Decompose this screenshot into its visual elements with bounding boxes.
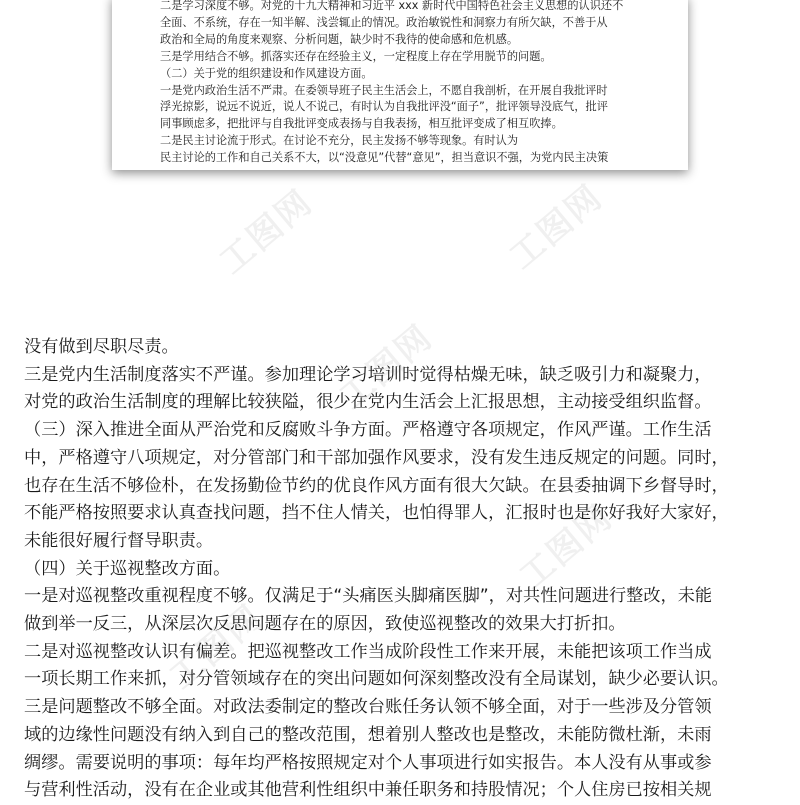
body-line: （三）深入推进全面从严治党和反腐败斗争方面。严格遵守各项规定，作风严谨。工作生活	[24, 420, 712, 441]
body-line: 三是党内生活制度落实不严谨。参加理论学习培训时觉得枯燥无味，缺乏吸引力和凝聚力，	[24, 364, 712, 385]
body-line: 二是对巡视整改认识有偏差。把巡视整改工作当成阶段性工作来开展，未能把该项工作当成	[24, 641, 712, 662]
body-line: 做到举一反三，从深层次反思问题存在的原因，致使巡视整改的效果大打折扣。	[24, 614, 626, 635]
watermark: 工图网	[512, 497, 621, 598]
preview-line: 一是党内政治生活不严肃。在委领导班子民主生活会上，不愿自我剖析，在开展自我批评时	[160, 83, 608, 97]
document-preview-card	[112, 0, 688, 170]
preview-line: （二）关于党的组织建设和作风建设方面。	[160, 66, 373, 80]
document-body	[24, 334, 780, 805]
watermark: 工图网	[162, 597, 271, 698]
body-line: 绸缪。需要说明的事项：每年均严格按照规定对个人事项进行如实报告。本人没有从事或参	[24, 752, 712, 773]
preview-line: 浮光掠影，说远不说近，说人不说己，有时认为自我批评没“面子”，批评领导没底气，批评	[160, 100, 608, 114]
preview-line: 二是学习深度不够。对党的十九大精神和习近平 xxx 新时代中国特色社会主义思想的认识还不	[160, 0, 624, 12]
body-line: 一是对巡视整改重视程度不够。仅满足于“头痛医头脚痛医脚”，对共性问题进行整改，未能	[24, 586, 713, 607]
preview-text	[112, 0, 688, 167]
watermark: 工图网	[502, 177, 611, 278]
body-line: （四）关于巡视整改方面。	[24, 558, 231, 579]
body-line: 不能严格按照要求认真查找问题，挡不住人情关，也怕得罪人，汇报时也是你好我好大家好，	[24, 503, 729, 524]
preview-line: 二是民主讨论流于形式。在讨论不充分，民主发扬不够等现象。有时认为	[160, 134, 519, 148]
body-line: 与营利性活动，没有在企业或其他营利性组织中兼任职务和持股情况；个人住房已按相关规	[24, 780, 712, 801]
body-line: 一项长期工作来抓，对分管领域存在的突出问题如何深刻整改没有全局谋划，缺少必要认识。	[24, 669, 729, 690]
body-line: 域的边缘性问题没有纳入到自己的整改范围，想着别人整改也是整改，未能防微杜渐，未雨	[24, 724, 712, 745]
preview-line: 政治和全局的角度来观察、分析问题，缺少时不我待的使命感和危机感。	[160, 32, 519, 46]
preview-line: 三是学用结合不够。抓落实还存在经验主义，一定程度上存在学用脱节的问题。	[160, 49, 552, 63]
preview-line: 全面、不系统，存在一知半解、浅尝辄止的情况。政治敏锐性和洞察力有所欠缺，不善于从	[160, 15, 608, 29]
body-line: 三是问题整改不够全面。对政法委制定的整改台账任务认领不够全面，对于一些涉及分管领	[24, 697, 712, 718]
body-line: 没有做到尽职尽责。	[24, 337, 179, 357]
body-line: 未能很好履行督导职责。	[24, 530, 214, 551]
preview-line: 民主讨论的工作和自己关系不大，以“没意见”代替“意见”，担当意识不强，为党内民主决策	[160, 151, 609, 165]
watermark: 工图网	[332, 317, 441, 418]
preview-line: 同事顾虑多，把批评与自我批评变成表扬与自我表扬，相互批评变成了相互吹捧。	[160, 117, 563, 131]
body-line: 中，严格遵守八项规定，对分管部门和干部加强作风要求，没有发生违反规定的问题。同时，	[24, 447, 729, 468]
body-line: 对党的政治生活制度的理解比较狭隘，很少在党内生活会上汇报思想，主动接受组织监督。	[24, 392, 712, 413]
body-line: 也存在生活不够俭朴，在发扬勤俭节约的优良作风方面有很大欠缺。在县委抽调下乡督导时，	[24, 475, 729, 496]
watermark: 工图网	[212, 182, 321, 283]
